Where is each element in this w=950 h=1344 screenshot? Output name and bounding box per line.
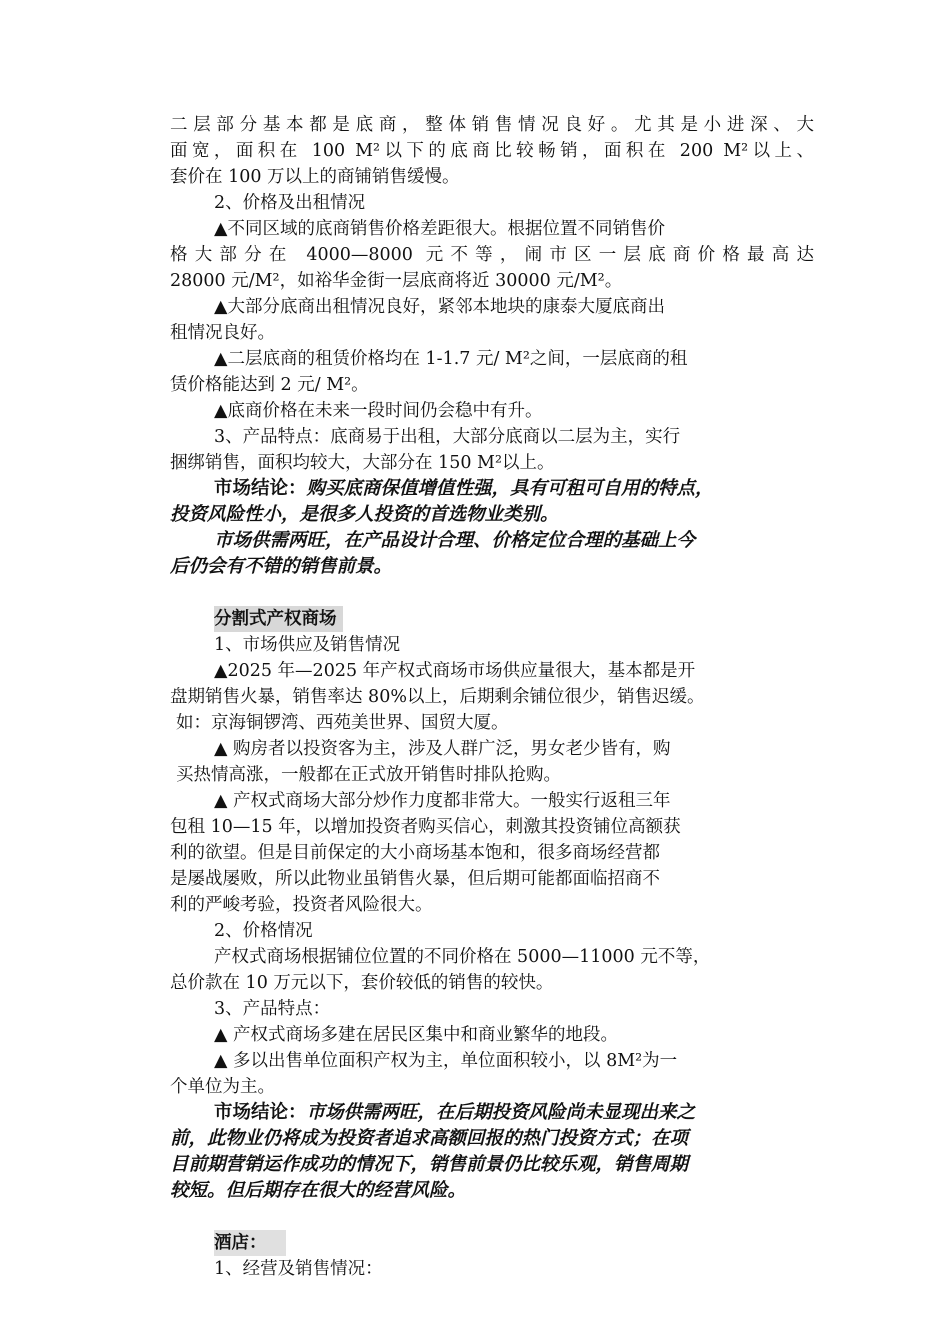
conclusion-line: 投资风险性小，是很多人投资的首选物业类别。 bbox=[170, 504, 559, 525]
paragraph-line: 产权式商场根据铺位位置的不同价格在 5000—11000 元不等， bbox=[214, 947, 711, 967]
paragraph-line: 个单位为主。 bbox=[170, 1077, 275, 1097]
conclusion-line: 市场结论：购买底商保值增值性强，具有可租可自用的特点， bbox=[214, 478, 714, 499]
subheading: 2、价格及出租情况 bbox=[214, 193, 366, 213]
paragraph-line: 28000 元/M²，如裕华金街一层底商将近 30000 元/M²。 bbox=[170, 271, 623, 291]
paragraph-line: 赁价格能达到 2 元/ M²。 bbox=[170, 375, 369, 395]
paragraph-line: 捆绑销售，面积均较大，大部分在 150 M²以上。 bbox=[170, 453, 555, 473]
subheading: 1、经营及销售情况： bbox=[214, 1259, 383, 1279]
paragraph-line: 套价在 100 万以上的商铺销售缓慢。 bbox=[170, 167, 460, 187]
paragraph-line: 盘期销售火暴，销售率达 80%以上，后期剩余铺位很少，销售迟缓。 bbox=[170, 687, 705, 707]
paragraph-line: 包租 10—15 年，以增加投资者购买信心，刺激其投资铺位高额获 bbox=[170, 817, 681, 837]
paragraph-line: ▲大部分底商出租情况良好，紧邻本地块的康泰大厦底商出 bbox=[214, 297, 665, 317]
paragraph-line: 利的欲望。但是目前保定的大小商场基本饱和，很多商场经营都 bbox=[170, 843, 660, 863]
paragraph-line: 是屡战屡败，所以此物业虽销售火暴，但后期可能都面临招商不 bbox=[170, 869, 660, 889]
subheading: 2、价格情况 bbox=[214, 921, 313, 941]
paragraph-line: 利的严峻考验，投资者风险很大。 bbox=[170, 895, 433, 915]
paragraph-line: 3、产品特点：底商易于出租，大部分底商以二层为主，实行 bbox=[214, 427, 681, 447]
conclusion-label: 市场结论： bbox=[214, 478, 307, 499]
paragraph-line: ▲底商价格在未来一段时间仍会稳中有升。 bbox=[214, 401, 543, 421]
paragraph-line: ▲ 产权式商场多建在居民区集中和商业繁华的地段。 bbox=[214, 1025, 619, 1045]
paragraph-line: ▲ 多以出售单位面积产权为主，单位面积较小，以 8M²为一 bbox=[214, 1051, 678, 1071]
paragraph-line: 二层部分基本都是底商，整体销售情况良好。尤其是小进深、大 bbox=[170, 115, 814, 135]
paragraph-line: 面宽，面积在 100 M²以下的底商比较畅销，面积在 200 M²以上、 bbox=[170, 141, 814, 161]
conclusion-line: 目前期营销运作成功的情况下，销售前景仍比较乐观，销售周期 bbox=[170, 1154, 689, 1175]
conclusion-label: 市场结论： bbox=[214, 1102, 307, 1123]
paragraph-line: 总价款在 10 万元以下，套价较低的销售的较快。 bbox=[170, 973, 554, 993]
paragraph-line: ▲ 购房者以投资客为主，涉及人群广泛，男女老少皆有，购 bbox=[214, 739, 671, 759]
conclusion-line: 后仍会有不错的销售前景。 bbox=[170, 556, 393, 577]
subheading: 1、市场供应及销售情况 bbox=[214, 635, 401, 655]
paragraph-line: ▲ 产权式商场大部分炒作力度都非常大。一般实行返租三年 bbox=[214, 791, 671, 811]
section-heading: 分割式产权商场 bbox=[214, 606, 343, 632]
paragraph-line: ▲不同区域的底商销售价格差距很大。根据位置不同销售价 bbox=[214, 219, 665, 239]
paragraph-line: 租情况良好。 bbox=[170, 323, 275, 343]
paragraph-line: 买热情高涨，一般都在正式放开销售时排队抢购。 bbox=[176, 765, 561, 785]
paragraph-line: 格大部分在 4000—8000 元不等，闹市区一层底商价格最高达 bbox=[170, 245, 814, 265]
conclusion-line: 较短。但后期存在很大的经营风险。 bbox=[170, 1180, 467, 1201]
conclusion-line: 市场结论：市场供需两旺，在后期投资风险尚未显现出来之 bbox=[214, 1102, 696, 1123]
subheading: 3、产品特点： bbox=[214, 999, 331, 1019]
paragraph-line: ▲2025 年—2025 年产权式商场市场供应量很大，基本都是开 bbox=[214, 661, 696, 681]
conclusion-line: 市场供需两旺，在产品设计合理、价格定位合理的基础上今 bbox=[214, 530, 696, 551]
section-heading: 酒店： bbox=[214, 1230, 286, 1256]
paragraph-line: 如：京海铜锣湾、西苑美世界、国贸大厦。 bbox=[176, 713, 509, 733]
paragraph-line: ▲二层底商的租赁价格均在 1-1.7 元/ M²之间，一层底商的租 bbox=[214, 349, 688, 369]
conclusion-line: 前，此物业仍将成为投资者追求高额回报的热门投资方式；在项 bbox=[170, 1128, 689, 1149]
